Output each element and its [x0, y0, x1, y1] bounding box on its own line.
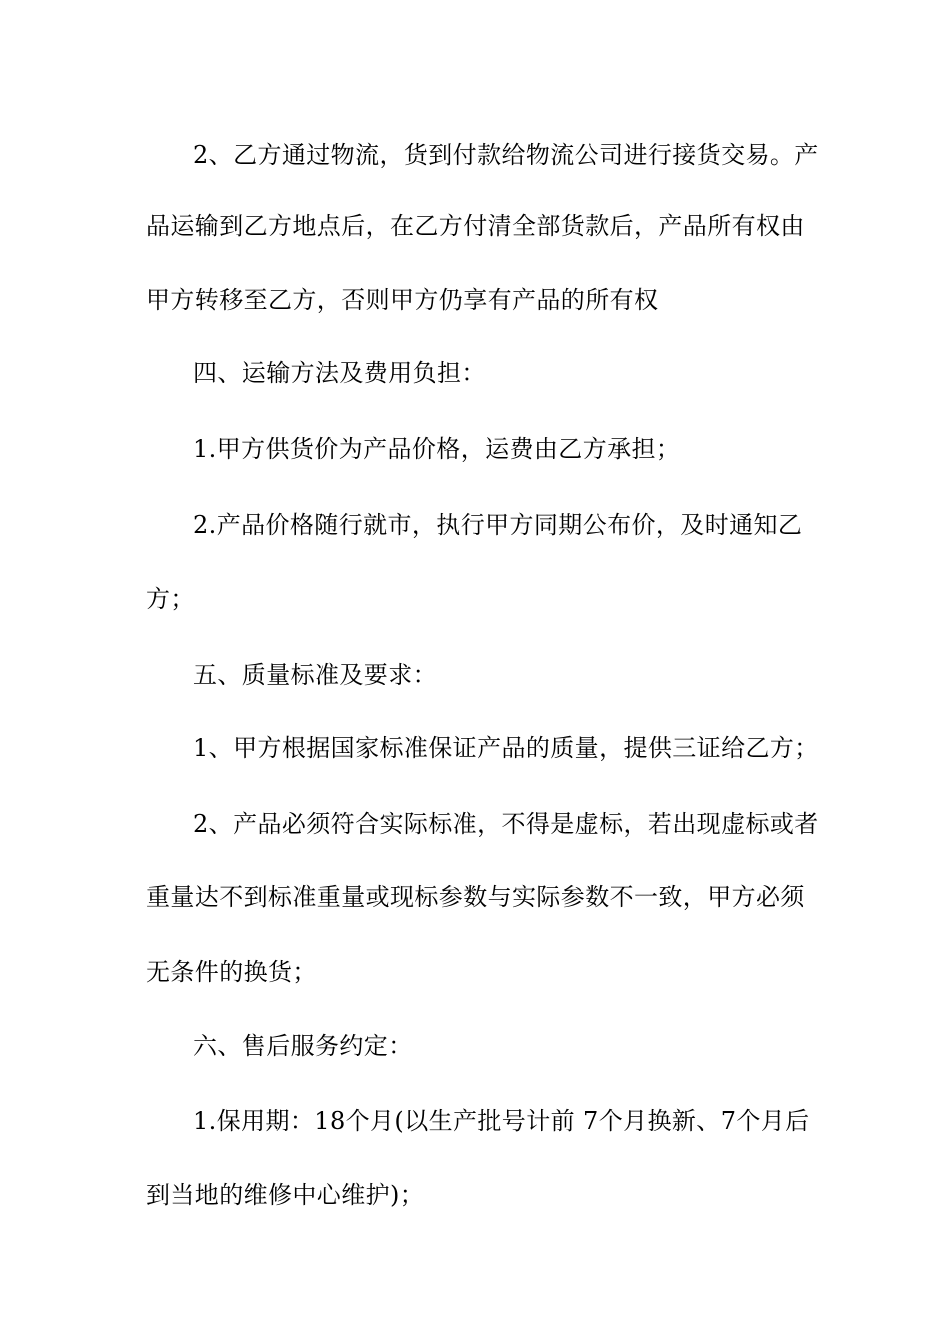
- section-5-item-2-line-1: 2、产品必须符合实际标准，不得是虚标，若出现虚标或者: [193, 810, 819, 838]
- section-4-item-1: 1.甲方供货价为产品价格，运费由乙方承担；: [193, 435, 681, 463]
- section-4-item-2-line-1: 2.产品价格随行就市，执行甲方同期公布价，及时通知乙: [193, 511, 803, 539]
- section-6-item-1-line-2: 到当地的维修中心维护)；: [146, 1181, 425, 1209]
- section-5-item-2-line-2: 重量达不到标准重量或现标参数与实际参数不一致，甲方必须: [146, 883, 805, 911]
- section-4-item-2-line-2: 方；: [146, 585, 195, 613]
- section-5-item-2-line-3: 无条件的换货；: [146, 958, 317, 986]
- section-5-heading: 五、质量标准及要求：: [193, 661, 437, 689]
- section-6-heading: 六、售后服务约定：: [193, 1032, 413, 1060]
- paragraph-2-logistics-line-2: 品运输到乙方地点后，在乙方付清全部货款后，产品所有权由: [146, 212, 805, 240]
- section-5-item-1: 1、甲方根据国家标准保证产品的质量，提供三证给乙方；: [193, 734, 819, 762]
- section-6-item-1-line-1: 1.保用期：18个月(以生产批号计前 7个月换新、7个月后: [193, 1107, 810, 1135]
- section-4-heading: 四、运输方法及费用负担：: [193, 359, 486, 387]
- paragraph-2-logistics-line-3: 甲方转移至乙方，否则甲方仍享有产品的所有权: [146, 286, 659, 314]
- paragraph-2-logistics-line-1: 2、乙方通过物流，货到付款给物流公司进行接货交易。产: [193, 141, 819, 169]
